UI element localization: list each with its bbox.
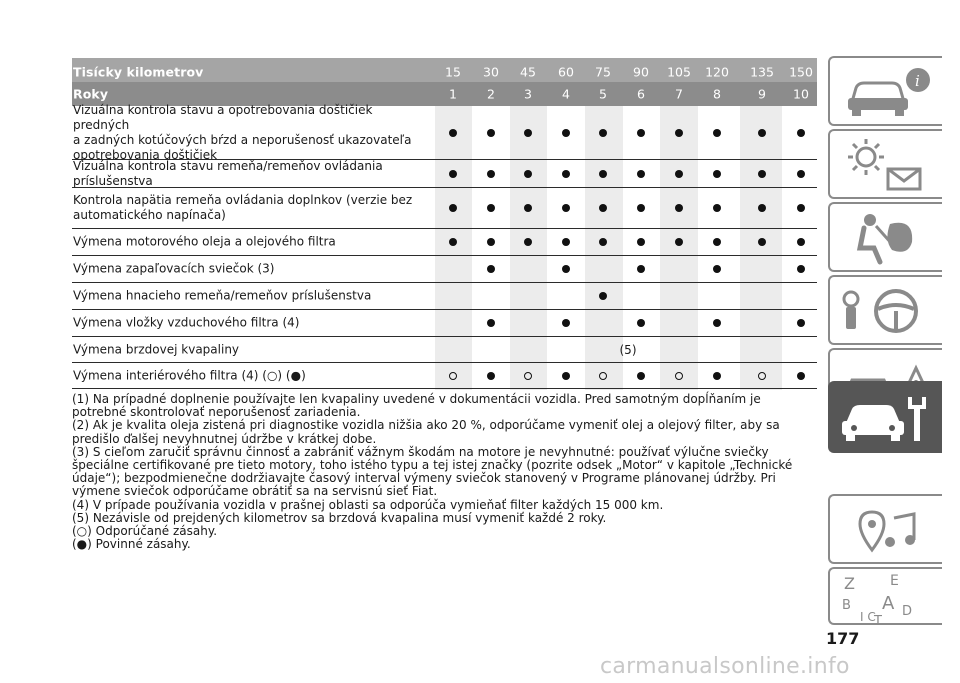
km-150: 150 (789, 64, 813, 79)
table-row (72, 229, 817, 256)
mandatory-mark (713, 319, 721, 327)
footnote-1: (1) Na prípadné doplnenie používajte len kvapaliny uvedené v dokumentácii vozidla. Pred samotným dopĺňaním je potrebné skontrolovať neporušenosť zariadenia. (72, 392, 761, 420)
mandatory-mark (758, 238, 766, 246)
mandatory-mark (599, 170, 607, 178)
year-5: 5 (599, 86, 607, 102)
mandatory-mark (637, 170, 645, 178)
svg-text:B: B (842, 598, 851, 613)
table-row (72, 337, 817, 363)
footnote-mandatory: (●) Povinné zásahy. (72, 537, 191, 552)
mandatory-mark (487, 129, 495, 137)
key-steering-wheel-icon (830, 277, 942, 343)
table-row (72, 256, 817, 283)
table-row (72, 310, 817, 337)
mandatory-mark (713, 238, 721, 246)
row-label: Výmena zapaľovacích sviečok (3) (73, 261, 275, 276)
year-1: 1 (449, 86, 457, 102)
mandatory-mark (675, 129, 683, 137)
km-135: 135 (750, 64, 774, 79)
mandatory-mark (713, 204, 721, 212)
year-7: 7 (675, 86, 683, 102)
km-90: 90 (633, 64, 649, 79)
mandatory-mark (599, 129, 607, 137)
media-navigation-icon (830, 496, 942, 562)
mandatory-mark (637, 238, 645, 246)
mandatory-mark (562, 238, 570, 246)
tab-lights-messages[interactable] (828, 129, 942, 199)
recommended-mark (524, 372, 532, 380)
mandatory-mark (675, 238, 683, 246)
mandatory-mark (524, 129, 532, 137)
mandatory-mark (487, 265, 495, 273)
table-row (72, 188, 817, 229)
row-label: Vizuálna kontrola stavu remeňa/remeňov ovládania príslušenstva (73, 158, 383, 188)
mandatory-mark (449, 238, 457, 246)
airbag-person-icon (830, 204, 942, 270)
mandatory-mark (562, 319, 570, 327)
mandatory-mark (637, 265, 645, 273)
mandatory-mark (487, 204, 495, 212)
table-row (72, 160, 817, 188)
table-row (72, 102, 817, 162)
year-4: 4 (562, 86, 570, 102)
row-label: Kontrola napätia remeňa ovládania doplnkov (verzie bez automatického napínača) (73, 193, 413, 222)
lights-mail-icon (830, 131, 942, 197)
header-years-label: Roky (73, 86, 109, 102)
footnotes (72, 393, 817, 551)
alphabet-index-icon (830, 569, 942, 625)
mandatory-mark (713, 372, 721, 380)
svg-text:E: E (890, 573, 899, 589)
table-row (72, 283, 817, 310)
km-60: 60 (558, 64, 574, 79)
tab-car-info[interactable] (828, 56, 942, 126)
mandatory-mark (449, 170, 457, 178)
mandatory-mark (713, 129, 721, 137)
tab-maintenance[interactable] (828, 381, 942, 453)
mandatory-mark (797, 204, 805, 212)
tab-multimedia[interactable] (828, 494, 942, 564)
km-120: 120 (705, 64, 729, 79)
mandatory-mark (637, 372, 645, 380)
recommended-mark (675, 372, 683, 380)
header-km-label: Tisícky kilometrov (73, 64, 204, 79)
mandatory-mark (562, 372, 570, 380)
year-9: 9 (758, 86, 766, 102)
svg-text:T: T (874, 614, 882, 625)
footnote-5: (5) Nezávisle od prejdených kilometrov sa brzdová kvapalina musí vymeniť každé 2 roky. (72, 510, 607, 525)
mandatory-mark (797, 170, 805, 178)
mandatory-mark (487, 372, 495, 380)
mandatory-mark (637, 319, 645, 327)
mandatory-mark (562, 204, 570, 212)
mandatory-mark (487, 238, 495, 246)
mandatory-mark (599, 292, 607, 300)
row-label: Výmena hnacieho remeňa/remeňov príslušenstva (73, 288, 372, 303)
mandatory-mark (713, 265, 721, 273)
tab-safety[interactable] (828, 202, 942, 272)
km-30: 30 (483, 64, 499, 79)
year-2: 2 (487, 86, 495, 102)
mandatory-mark (487, 170, 495, 178)
footnote-2: (2) Ak je kvalita oleja zistená pri diagnostike vozidla nižšia ako 20 %, odporúčame vymeniť olej a olejový filter, aby sa predišlo ďalšej nevyhnutnej údržbe v krátkej dobe. (72, 418, 780, 446)
mandatory-mark (797, 238, 805, 246)
table-row (72, 363, 817, 389)
mandatory-mark (449, 204, 457, 212)
km-105: 105 (667, 64, 691, 79)
row-label: Výmena interiérového filtra (4) (○) (●) (73, 368, 306, 382)
car-wrench-icon (830, 383, 942, 451)
mandatory-mark (758, 129, 766, 137)
km-15: 15 (445, 64, 461, 79)
header-km-row (72, 58, 817, 85)
recommended-mark (449, 372, 457, 380)
mandatory-mark (562, 265, 570, 273)
tab-starting-driving[interactable] (828, 275, 942, 345)
year-10: 10 (793, 86, 809, 102)
mandatory-mark (524, 238, 532, 246)
mandatory-mark (562, 129, 570, 137)
car-info-icon (830, 58, 942, 124)
mandatory-mark (599, 204, 607, 212)
mandatory-mark (797, 319, 805, 327)
row-label: Výmena motorového oleja a olejového filtra (73, 234, 336, 249)
svg-text:i: i (915, 72, 920, 90)
watermark: carmanualsonline.info (600, 654, 850, 679)
row-label: Výmena vložky vzduchového filtra (4) (73, 315, 300, 330)
mandatory-mark (797, 129, 805, 137)
footnote-recommended: (○) Odporúčané zásahy. (72, 524, 218, 539)
row-label: Vizuálna kontrola stavu a opotrebovania doštičiek predných a zadných kotúčových bŕzd a neporušenosť ukazovateľa opotrebovania doštičiek (73, 102, 412, 162)
mandatory-mark (797, 265, 805, 273)
mandatory-mark (797, 372, 805, 380)
footnote-3: (3) S cieľom zaručiť správnu činnosť a zabrániť vážnym škodám na motore je nevyhnutné: používať výlučne sviečky špeciálne certifikované pre tieto motory, toho istého typu a tej istej značky (pozrite odsek „Motor“ v kapitole „Technické údaje“); bezpodmienečne dodržiavajte časový interval výmeny sviečok stanovený v Programe plánovanej údržby. Pri výmene sviečok odporúčame obrátiť sa na servisnú sieť Fiat. (72, 444, 793, 499)
year-6: 6 (637, 86, 645, 102)
svg-text:A: A (882, 593, 895, 614)
mandatory-mark (487, 319, 495, 327)
footnote-4: (4) V prípade používania vozidla v prašnej oblasti sa odporúča vymieňať filter každých 15 000 km. (72, 497, 664, 512)
row-center-note: (5) (619, 342, 637, 357)
recommended-mark (599, 372, 607, 380)
mandatory-mark (637, 204, 645, 212)
mandatory-mark (758, 170, 766, 178)
recommended-mark (758, 372, 766, 380)
row-label: Výmena brzdovej kvapaliny (73, 342, 240, 356)
page-number: 177 (826, 629, 860, 648)
mandatory-mark (524, 170, 532, 178)
km-45: 45 (520, 64, 536, 79)
mandatory-mark (637, 129, 645, 137)
svg-text:Z: Z (844, 574, 855, 593)
mandatory-mark (675, 204, 683, 212)
mandatory-mark (562, 170, 570, 178)
km-75: 75 (595, 64, 611, 79)
mandatory-mark (524, 204, 532, 212)
mandatory-mark (449, 129, 457, 137)
year-8: 8 (713, 86, 721, 102)
mandatory-mark (675, 170, 683, 178)
svg-text:D: D (902, 604, 913, 619)
tab-index[interactable] (828, 567, 942, 625)
mandatory-mark (599, 238, 607, 246)
mandatory-mark (713, 170, 721, 178)
svg-text:I C: I C (860, 610, 876, 624)
year-3: 3 (524, 86, 532, 102)
mandatory-mark (758, 204, 766, 212)
